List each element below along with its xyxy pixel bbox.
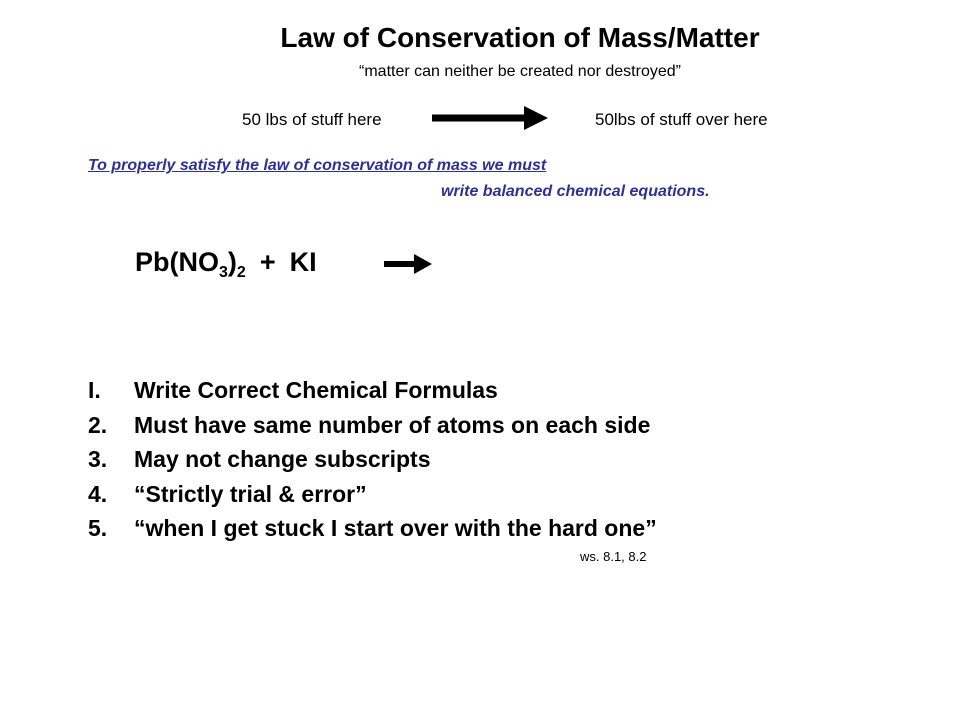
equation-reactant-1: $Pb(NO_3)_2$: [135, 247, 246, 281]
chemical-equation: [135, 247, 317, 281]
list-item: [88, 444, 657, 479]
slide-title: Law of Conservation of Mass/Matter: [280, 22, 760, 53]
worksheet-reference: ws. 8.1, 8.2: [580, 549, 647, 564]
list-item-number: 3.: [88, 446, 108, 472]
slide-subtitle: “matter can neither be created nor destroyed”: [359, 63, 681, 80]
list-item-number: I.: [88, 377, 101, 403]
list-item-text: “when I get stuck I start over with the hard one”: [134, 515, 657, 541]
reaction-arrow-icon: [384, 253, 432, 275]
equation-reactant-2: KI: [289, 247, 317, 277]
list-item: [88, 513, 657, 548]
list-item-text: “Strictly trial & error”: [134, 480, 367, 507]
list-item-text: May not change subscripts: [134, 446, 431, 472]
list-item-text: Must have same number of atoms on each side: [134, 411, 651, 438]
list-item: [88, 375, 657, 410]
subscript-2: 2: [236, 264, 246, 281]
instruction-line-1: To properly satisfy the law of conservation of mass we must: [88, 157, 547, 174]
list-item: [88, 479, 657, 514]
list-item-text: Write Correct Chemical Formulas: [134, 377, 498, 403]
subscript-3: 3: [219, 264, 228, 281]
list-item: [88, 410, 657, 445]
list-item-number: 5.: [88, 515, 108, 541]
list-item-number: 4.: [88, 480, 108, 507]
equation-plus: +: [259, 247, 276, 277]
instruction-line-2: write balanced chemical equations.: [441, 183, 710, 200]
right-arrow-icon: [432, 106, 548, 130]
balancing-rules-list: [88, 375, 657, 548]
left-mass-label: 50 lbs of stuff here: [242, 110, 382, 129]
right-mass-label: 50lbs of stuff over here: [595, 110, 768, 129]
list-item-number: 2.: [88, 411, 108, 438]
